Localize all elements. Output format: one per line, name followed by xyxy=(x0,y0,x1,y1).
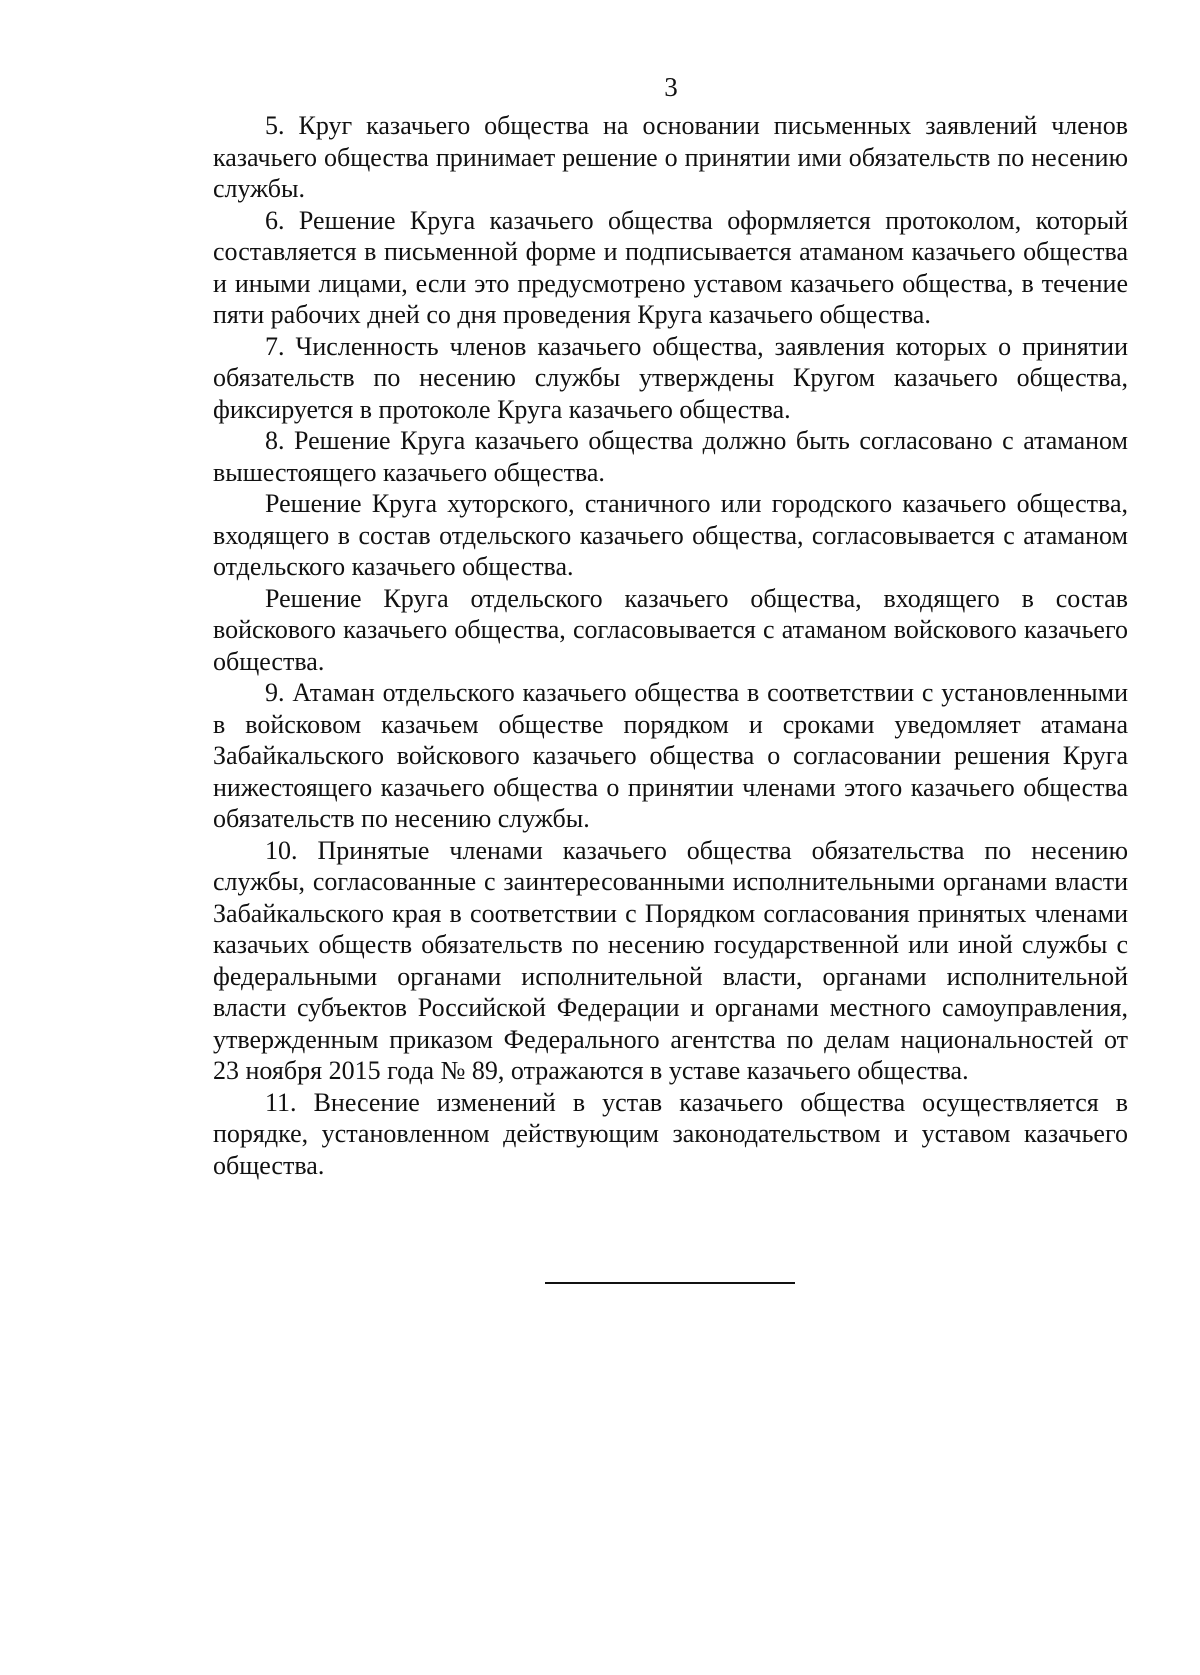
paragraph-7: 7. Численность членов казачьего общества, заявления которых о принятии обязательств по несению службы утверждены Кругом казачьего общества, фиксируется в протоколе Круга казачьего общества. xyxy=(213,331,1128,424)
paragraph-11: 11. Внесение изменений в устав казачьего общества осуществляется в порядке, установленном действующим законодательством и уставом казачьего общества. xyxy=(213,1087,1128,1180)
paragraph-8: 8. Решение Круга казачьего общества должно быть согласовано с атаманом вышестоящего казачьего общества. xyxy=(213,426,1128,487)
paragraph-9: 9. Атаман отдельского казачьего общества в соответствии с установленными в войсковом казачьем обществе порядком и сроками уведомляет атамана Забайкальского войскового казачьего общества о согласовании решения Круга нижестоящего казачьего общества о принятии членами этого казачьего общества обязательств по несению службы. xyxy=(213,678,1128,833)
paragraph-5: 5. Круг казачьего общества на основании письменных заявлений членов казачьего общества принимает решение о принятии ими обязательств по несению службы. xyxy=(213,111,1128,203)
end-of-document-rule xyxy=(545,1282,795,1284)
paragraph-10: 10. Принятые членами казачьего общества обязательства по несению службы, согласованные с заинтересованными исполнительными органами власти Забайкальского края в соответствии с Порядком согласования принятых членами казачьих обществ обязательств по несению государственной или иной службы с федеральными органами исполнительной власти, органами исполнительной власти субъектов Российской Федерации и органами местного самоуправления, утвержденным приказом Федерального агентства по делам национальностей от 23 ноября 2015 года № 89, отражаются в уставе казачьего общества. xyxy=(213,835,1128,1085)
paragraph-6: 6. Решение Круга казачьего общества оформляется протоколом, который составляется в письменной форме и подписывается атаманом казачьего общества и иными лицами, если это предусмотрено уставом казачьего общества, в течение пяти рабочих дней со дня проведения Круга казачьего общества. xyxy=(213,205,1128,329)
page-number: 3 xyxy=(664,72,678,102)
document-body xyxy=(213,110,1128,1181)
paragraph-8-sub-2: Решение Круга отдельского казачьего общества, входящего в состав войскового казачьего общества, согласовывается с атаманом войскового казачьего общества. xyxy=(213,583,1128,676)
paragraph-8-sub-1: Решение Круга хуторского, станичного или городского казачьего общества, входящего в состав отдельского казачьего общества, согласовывается с атаманом отдельского казачьего общества. xyxy=(213,489,1128,581)
